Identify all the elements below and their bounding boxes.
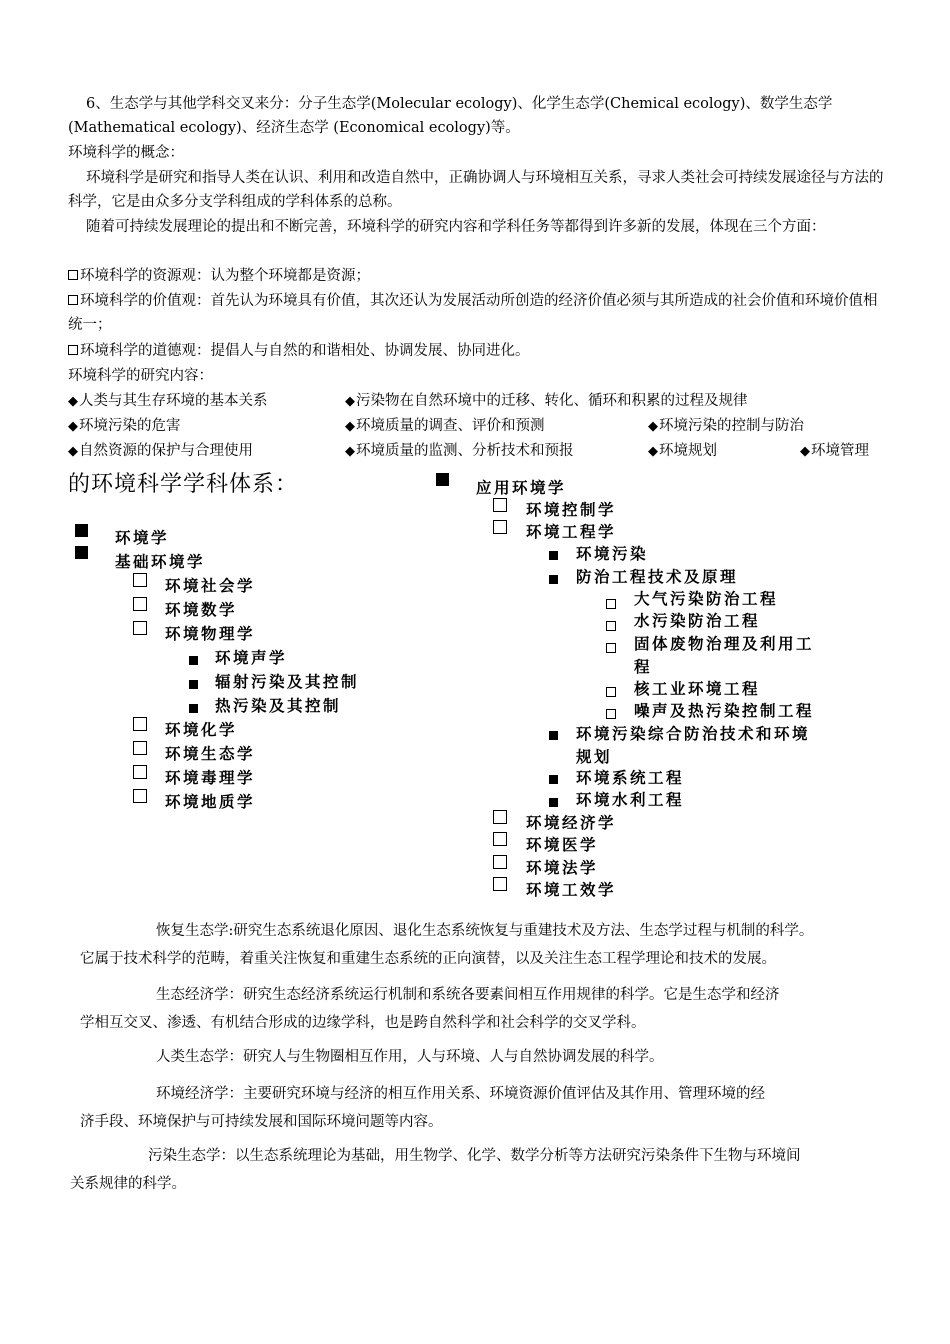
- view-moral: 环境科学的道德观：提倡人与自然的和谐相处、协调发展、协同进化。: [68, 339, 530, 363]
- tree-node-root: 环境学: [115, 529, 170, 547]
- tree-node: 防治工程技术及原理: [576, 568, 739, 586]
- open-square-icon: [493, 520, 507, 534]
- open-square-icon: [493, 855, 507, 869]
- open-square-icon: [493, 498, 507, 512]
- definition-human-ecology: 人类生态学：研究人与生物圈相互作用，人与环境、人与自然协调发展的科学。: [156, 1049, 664, 1065]
- tree-node: 环境水利工程: [576, 791, 685, 809]
- tree-node: 环境声学: [215, 649, 288, 667]
- diamond-bullet-icon: ◆: [345, 419, 355, 434]
- view-resource: 环境科学的资源观：认为整个环境都是资源；: [68, 264, 370, 288]
- tree-node: 环境毒理学: [165, 769, 256, 787]
- small-filled-square-icon: [549, 551, 558, 560]
- view-value: 环境科学的价值观：首先认为环境具有价值，其次还认为发展活动所创造的经济价值必须与其所造成的社会价值和环境价值相统一；: [68, 293, 878, 333]
- tree-node: 环境法学: [526, 859, 599, 877]
- research-item: ◆环境管理: [800, 443, 869, 459]
- tree-node: 辐射污染及其控制: [215, 673, 360, 691]
- filled-square-icon: [75, 524, 88, 537]
- open-square-icon: [493, 877, 507, 891]
- definition-restoration-ecology: 恢复生态学:研究生态系统退化原因、退化生态系统恢复与重建技术及方法、生态学过程与机制的科学。 它属于技术科学的范畴，着重关注恢复和重建生态系统的正向演替，以及关注生态工程学理论和技术的发展。: [80, 923, 814, 967]
- research-title: 环境科学的研究内容：: [68, 368, 213, 384]
- checkbox-icon: [68, 345, 78, 355]
- open-square-icon: [133, 741, 147, 755]
- research-item: ◆污染物在自然环境中的迁移、转化、循环和积累的过程及规律: [345, 393, 748, 409]
- diamond-bullet-icon: ◆: [648, 444, 658, 459]
- small-filled-square-icon: [189, 704, 198, 713]
- diamond-bullet-icon: ◆: [800, 444, 810, 459]
- tree-node: 环境医学: [526, 836, 599, 854]
- diamond-bullet-icon: ◆: [648, 419, 658, 434]
- tree-node: 环境系统工程: [576, 769, 685, 787]
- concept-text: 环境科学是研究和指导人类在认识、利用和改造自然中，正确协调人与环境相互关系，寻求人类社会可持续发展途径与方法的科学，它是由众多分支学科组成的学科体系的总称。: [68, 170, 884, 210]
- tree-node: 环境工效学: [526, 881, 617, 899]
- definition-ecological-economics: 生态经济学：研究生态经济系统运行机制和系统各要素间相互作用规律的科学。它是生态学和经济 学相互交叉、渗透、有机结合形成的边缘学科，也是跨自然科学和社会科学的交叉学科。: [80, 987, 780, 1031]
- small-open-square-icon: [606, 599, 616, 609]
- small-open-square-icon: [606, 709, 616, 719]
- filled-square-icon: [436, 473, 449, 486]
- open-square-icon: [493, 810, 507, 824]
- definition-environmental-economics: 环境经济学：主要研究环境与经济的相互作用关系、环境资源价值评估及其作用、管理环境的经 济手段、环境保护与可持续发展和国际环境问题等内容。: [80, 1086, 765, 1130]
- tree-node: 大气污染防治工程: [634, 590, 779, 608]
- research-item: ◆环境质量的监测、分析技术和预报: [345, 443, 574, 459]
- open-square-icon: [133, 765, 147, 779]
- tree-node: 环境工程学: [526, 523, 617, 541]
- open-square-icon: [133, 789, 147, 803]
- development-text: 随着可持续发展理论的提出和不断完善，环境科学的研究内容和学科任务等都得到许多新的发展，体现在三个方面：: [86, 219, 826, 235]
- tree-node: 环境污染: [576, 545, 649, 563]
- tree-node: 环境地质学: [165, 793, 256, 811]
- intro-line-6: 6、生态学与其他学科交叉来分：分子生态学(Molecular ecology)、化学生态学(Chemical ecology)、数学生态学(Mathematical ecology)、经济生态学 (Economical ecology)等。: [68, 96, 833, 136]
- tree-node-continued: 程: [634, 658, 653, 676]
- checkbox-icon: [68, 295, 78, 305]
- system-heading: 的环境科学学科体系：: [68, 472, 299, 497]
- filled-square-icon: [75, 546, 88, 559]
- tree-node-continued: 规划: [576, 748, 613, 766]
- diamond-bullet-icon: ◆: [68, 444, 78, 459]
- small-filled-square-icon: [189, 680, 198, 689]
- concept-title: 环境科学的概念：: [68, 145, 184, 161]
- tree-node: 环境化学: [165, 721, 238, 739]
- small-open-square-icon: [606, 621, 616, 631]
- open-square-icon: [133, 717, 147, 731]
- tree-node: 环境数学: [165, 601, 238, 619]
- tree-node: 环境物理学: [165, 625, 256, 643]
- research-item: ◆自然资源的保护与合理使用: [68, 443, 253, 459]
- tree-node: 环境生态学: [165, 745, 256, 763]
- tree-node: 热污染及其控制: [215, 697, 342, 715]
- tree-node: 核工业环境工程: [634, 680, 761, 698]
- open-square-icon: [133, 597, 147, 611]
- small-filled-square-icon: [549, 575, 558, 584]
- research-item: ◆环境污染的控制与防治: [648, 418, 804, 434]
- diamond-bullet-icon: ◆: [68, 394, 78, 409]
- small-filled-square-icon: [549, 731, 558, 740]
- tree-node: 环境污染综合防治技术和环境: [576, 725, 811, 743]
- tree-node: 环境社会学: [165, 577, 256, 595]
- research-item: ◆环境规划: [648, 443, 717, 459]
- diamond-bullet-icon: ◆: [345, 444, 355, 459]
- checkbox-icon: [68, 270, 78, 280]
- small-filled-square-icon: [549, 775, 558, 784]
- tree-node: 环境经济学: [526, 814, 617, 832]
- tree-node: 固体废物治理及利用工: [634, 635, 815, 653]
- tree-node: 水污染防治工程: [634, 612, 761, 630]
- small-filled-square-icon: [189, 656, 198, 665]
- open-square-icon: [133, 573, 147, 587]
- small-open-square-icon: [606, 643, 616, 653]
- tree-node: 噪声及热污染控制工程: [634, 702, 815, 720]
- research-item: ◆人类与其生存环境的基本关系: [68, 393, 268, 409]
- open-square-icon: [493, 832, 507, 846]
- diamond-bullet-icon: ◆: [68, 419, 78, 434]
- diamond-bullet-icon: ◆: [345, 394, 355, 409]
- small-filled-square-icon: [549, 798, 558, 807]
- tree-node-basic: 基础环境学: [115, 553, 206, 571]
- open-square-icon: [133, 621, 147, 635]
- tree-node-applied: 应用环境学: [476, 479, 567, 497]
- research-item: ◆环境污染的危害: [68, 418, 181, 434]
- tree-node: 环境控制学: [526, 501, 617, 519]
- definition-pollution-ecology: 污染生态学：以生态系统理论为基础，用生物学、化学、数学分析等方法研究污染条件下生物与环境间 关系规律的科学。: [70, 1148, 801, 1192]
- research-item: ◆环境质量的调查、评价和预测: [345, 418, 545, 434]
- small-open-square-icon: [606, 687, 616, 697]
